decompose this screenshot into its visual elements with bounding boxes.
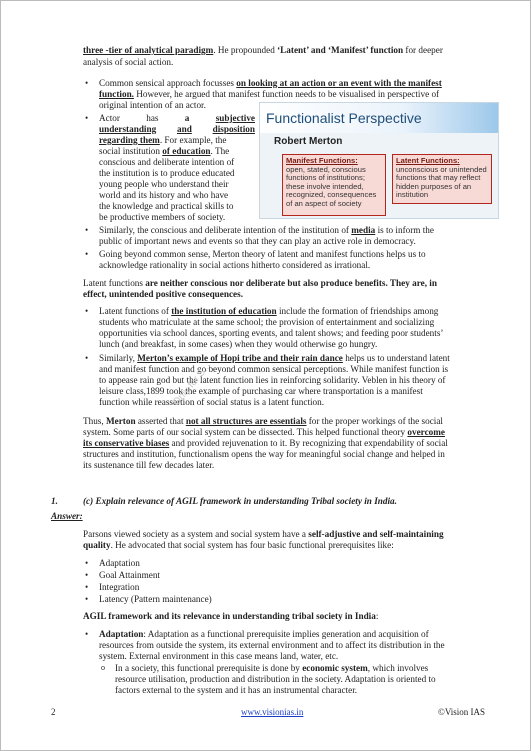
bullet-2-line6: the institution is to produce educated [99,168,235,178]
bullet-6-line4: leisure class,1899 took the example of purchasing car where transportation is a manifest [99,386,423,396]
bullet-3-line2: public of important news and events so that they can play an active role in democracy. [99,236,416,246]
manifest-body: open, stated, conscious functions of institutions; these involve intended, recognized, consequences of an aspect of society [286,164,377,208]
text: Parsons viewed society as a system and social system have a [83,529,309,539]
text: Similarly, the conscious and deliberate intention of the institution of [99,225,352,235]
link-structures[interactable]: not all structures are essentials [185,416,307,426]
list-item: Latency (Pattern maintenance) [99,594,212,604]
bullet-2-line4 [99,146,255,157]
text: for the proper workings of the social [306,416,443,426]
link-overcome[interactable]: overcome [407,427,445,437]
text: Thus, [83,416,106,426]
bullet-dot: • [85,78,89,88]
paragraph-merton-line2 [83,427,499,438]
bold-text: Adaptation [99,629,144,639]
paragraph-parsons [83,529,499,540]
paragraph-merton-line5: its sustenance till few decades later. [83,460,215,470]
sub-bullet-line3: factors external to the system and it has an instrumental character. [115,685,358,695]
bullet-3 [99,225,499,236]
bullet-dot: • [85,225,89,235]
text: Latent functions of [99,306,172,316]
question-text: (c) Explain relevance of AGIL framework in understanding Tribal society in India. [83,496,397,506]
link-institution-education[interactable]: the institution of education [171,306,277,316]
bold-text: are neither conscious nor deliberate but also produce benefits. They are, in [145,278,437,288]
paragraph-intro [83,45,499,56]
text: However, he argued that manifest function needs to be visualised in perspective of [133,89,440,99]
paragraph-latent-line2 [83,289,499,300]
bullet-2-line9: the knowledge and practical skills to [99,201,234,211]
text: Common sensical approach focusses [99,78,237,88]
bold-text: ‘Latent’ and ‘Manifest’ function [277,45,404,55]
text: , which involves [367,663,429,673]
bullet-2-line2 [99,124,255,135]
paragraph-parsons-line2 [83,540,499,551]
bullet-5-line4: lunch (and breakfast, in some cases) when they would otherwise go hungry. [99,339,378,349]
latent-body: unconscious or unintended functions that may reflect hidden purposes of an institution [396,164,487,200]
heading-text: AGIL framework and its relevance in understanding tribal society in India [83,611,376,621]
bold-text: self-adjustive and self-maintaining [308,529,444,539]
link-and[interactable]: and [176,124,192,134]
text: include the formation of friendships among [276,306,439,316]
text: : [375,611,379,621]
bullet-5-line3: opportunities via school dances, sporting events, and talent shows; and feeding poor students’ [99,328,444,338]
list-item: Integration [99,582,140,592]
functionalist-figure [259,102,499,219]
text: is to inform the [375,225,434,235]
section-heading [83,611,499,622]
bullet-2-line5: conscious and deliberate intention of [99,157,235,167]
bullet-dot: • [85,558,89,568]
paragraph-line: analysis of social action. [83,57,174,67]
footer-copyright: ©Vision IAS [438,707,486,717]
watermark: Only for S... [171,360,214,409]
paragraph-merton-line4: structures and institution, functionalism opens the way for meaningful social change and helped in [83,449,445,459]
bullet-dot: • [85,353,89,363]
latent-heading: Latent Functions: [396,156,460,165]
text: system. Some parts of our social system can be dissected. This helped functional theory [83,427,408,437]
text: . The [210,146,230,156]
bullet-2-line7: young people who understand their [99,179,229,189]
bullet-1-line3: original intention of an actor. [99,100,206,110]
bullet-4-line2: acknowledge rationality in social actions hitherto considered as irrational. [99,260,371,270]
link-biases[interactable]: its conservative biases [83,438,170,448]
bold-text: effect, unintended positive consequences [83,289,241,299]
bold-text: quality [83,540,111,550]
link-regarding[interactable]: regarding them [99,135,160,145]
figure-title: Functionalist Perspective [266,110,422,126]
bullet-2-line3 [99,135,255,146]
sub-bullet [115,663,499,674]
link-disposition[interactable]: disposition [212,124,255,134]
bullet-5-line2: students who matriculate at the same school; the provision of entertainment and socializing [99,317,435,327]
text: . He propounded [213,45,278,55]
list-item: Goal Attainment [99,570,160,580]
text: Similarly, [99,353,138,363]
bullet-1 [99,78,499,89]
bullet-adaptation [99,629,499,640]
text: asserted that [135,416,186,426]
answer-label: Answer: [51,511,83,521]
paragraph-merton [83,416,499,427]
bullet-2-line1 [99,113,255,124]
bullet-adaptation-line2: resources from outside the system, its external environment and to affect its distribution in the [99,640,445,650]
text: a [184,113,190,123]
bullet-dot: • [85,629,89,639]
bullet-dot: • [85,113,89,123]
bullet-adaptation-line3: system. External environment in this case means land, water, etc. [99,651,339,661]
text: Actor [99,113,120,123]
bold-text: Merton [105,416,136,426]
bullet-6 [99,353,499,364]
link-hopi[interactable]: Merton’s example of Hopi tribe and their rain dance [137,353,343,363]
bullet-6-line3: to appease rain god but the latent function lies in reinforcing solidarity. Veblen in his theory of [99,375,446,385]
text: helps us to understand latent [342,353,450,363]
latent-box [392,154,492,204]
bullet-6-line5: function while reassertion of social status is a latent function. [99,397,325,407]
link-understanding[interactable]: understanding [99,124,157,134]
text: In a society, this functional prerequisite is done by [115,663,303,673]
text: Latent functions [83,278,146,288]
bullet-6-line2: and manifest function and go beyond common sensical perceptions. While manifest function is [99,364,449,374]
text: has [146,113,159,123]
text: . For example, the [159,135,227,145]
paragraph-merton-line3 [83,438,499,449]
bullet-2-line10: be productive members of society. [99,212,226,222]
bullet-2-line8: world and its history and who have [99,190,229,200]
page-number: 2 [51,707,56,717]
bullet-5 [99,306,499,317]
text: : Adaptation as a functional prerequisite implies generation and acquisition of [143,629,429,639]
sub-bullet-line2: resource utilisation, production and distribution in the society. Adaptation is oriented to [115,674,436,684]
paragraph-latent [83,278,499,289]
link-manifest[interactable]: on looking at an action or an event with the manifest [236,78,442,88]
link-education[interactable]: of education [162,146,211,156]
list-item: Adaptation [99,558,140,568]
bold-text: economic system [302,663,368,673]
bullet-dot: • [85,594,89,604]
link-three-tier[interactable]: three -tier of analytical paradigm [83,45,214,55]
footer-link[interactable]: www.visionias.in [241,707,304,717]
figure-subtitle: Robert Merton [274,136,343,147]
bullet-4: Going beyond common sense, Merton theory of latent and manifest functions helps us to [99,249,426,259]
text: for deeper [403,45,443,55]
question-number: 1. [51,496,58,506]
bullet-dot: • [85,582,89,592]
link-media[interactable]: media [351,225,376,235]
bullet-1-line2 [99,89,499,100]
bullet-dot: • [85,306,89,316]
bullet-dot: • [85,249,89,259]
manifest-heading: Manifest Functions: [286,156,358,165]
text: . [240,289,244,299]
manifest-box [282,154,386,216]
link-subjective[interactable]: subjective [215,113,255,123]
link-function[interactable]: function. [99,89,134,99]
text: social institution [99,146,163,156]
bullet-dot: • [85,570,89,580]
sub-bullet-circle: o [101,663,105,672]
text: . He advocated that social system has four basic functional prerequisites like: [110,540,394,550]
text: and provided rejuvenation to it. By recognizing that expendability of social [169,438,448,448]
